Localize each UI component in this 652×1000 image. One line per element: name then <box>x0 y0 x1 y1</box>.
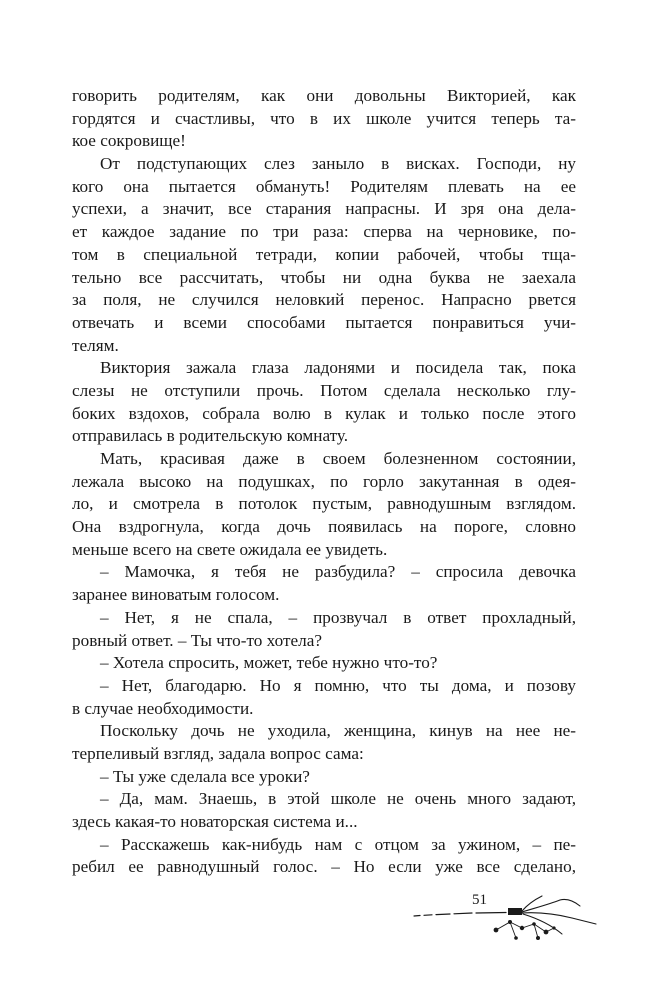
text-line: успехи, а значит, все старания напрасны. И зря она дела- <box>72 199 576 219</box>
text-line: здесь какая-то новаторская система и... <box>72 812 358 831</box>
text-line: – Хотела спросить, может, тебе нужно что-то? <box>100 653 438 673</box>
text-line: за поля, не случился неловкий перенос. Напрасно рвется <box>72 290 576 310</box>
text-line: меньше всего на свете ожидала ее увидеть. <box>72 539 388 559</box>
text-line: лежала высоко на подушках, по горло закутанная в одея- <box>72 471 576 491</box>
text-line: ло, и смотрела в потолок пустым, равнодушным взглядом. <box>72 494 576 514</box>
text-line: Поскольку дочь не уходила, женщина, кинув на нее не- <box>100 721 576 741</box>
text-line: – Ты уже сделала все уроки? <box>100 766 310 786</box>
text-line: кого она пытается обмануть! Родителям плевать на ее <box>72 176 576 196</box>
text-line: От подступающих слез заныло в висках. Господи, ну <box>100 154 576 174</box>
text-line: Она вздрогнула, когда дочь появилась на пороге, словно <box>72 517 576 537</box>
page-number: 51 <box>472 892 487 908</box>
text-line: ровный ответ. – Ты что-то хотела? <box>72 630 322 650</box>
text-line: – Нет, благодарю. Но я помню, что ты дома, и позову <box>100 675 576 695</box>
text-line: в случае необходимости. <box>72 698 254 718</box>
constellation-ornament-icon <box>410 892 610 952</box>
text-line: Виктория зажала глаза ладонями и посидела так, пока <box>100 358 576 378</box>
text-line: кое сокровище! <box>72 131 186 151</box>
text-line: отвечать и всеми способами пытается понравиться учи- <box>72 312 576 332</box>
text-line: заранее виноватым голосом. <box>72 585 280 605</box>
text-line: слезы не отступили прочь. Потом сделала несколько глу- <box>72 380 576 400</box>
text-line: – Расскажешь как-нибудь нам с отцом за ужином, – пе- <box>100 834 576 854</box>
text-line: ет каждое задание по три раза: сперва на черновике, по- <box>72 222 576 242</box>
text-line: телям. <box>72 335 119 355</box>
text-line: гордятся и счастливы, что в их школе учится теперь та- <box>72 108 576 128</box>
text-line: Мать, красивая даже в своем болезненном состоянии, <box>100 449 576 468</box>
text-line: – Да, мам. Знаешь, в этой школе не очень много задают, <box>100 789 576 809</box>
text-line: отправилась в родительскую комнату. <box>72 426 349 446</box>
text-line: ребил ее равнодушный голос. – Но если уже все сделано, <box>72 857 576 877</box>
text-line: терпеливый взгляд, задала вопрос сама: <box>72 743 364 763</box>
text-line: – Нет, я не спала, – прозвучал в ответ прохладный, <box>100 607 576 627</box>
text-line: боких вздохов, собрала волю в кулак и только после этого <box>72 403 576 423</box>
text-line: – Мамочка, я тебя не разбудила? – спросила девочка <box>100 562 576 582</box>
text-line: том в специальной тетради, копии рабочей, чтобы тща- <box>72 244 576 264</box>
text-line: говорить родителям, как они довольны Викторией, как <box>72 86 576 105</box>
body-text <box>72 85 576 879</box>
text-line: тельно все рассчитать, чтобы ни одна буква не заехала <box>72 267 576 287</box>
folio <box>410 892 610 952</box>
